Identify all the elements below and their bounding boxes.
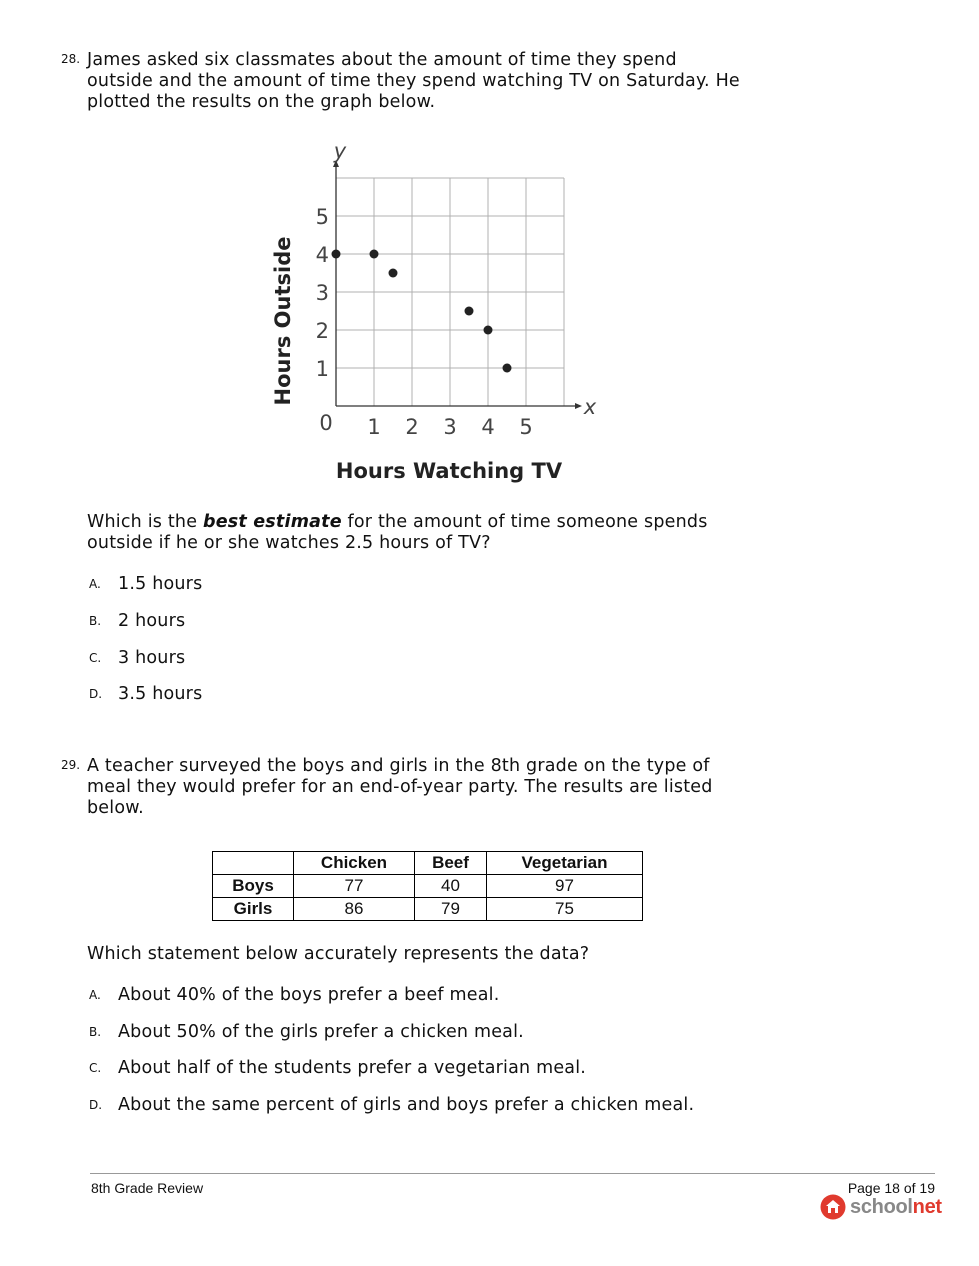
footer-divider <box>90 1173 935 1174</box>
x-tick-label: 5 <box>519 415 533 439</box>
answer-option-b[interactable]: 2 hours <box>118 611 186 631</box>
question-line: James asked six classmates about the amount of time they spend <box>87 50 677 70</box>
x-axis-arrow <box>575 403 582 409</box>
y-tick-label: 2 <box>315 319 329 343</box>
option-letter: D. <box>89 687 103 701</box>
data-point <box>484 326 493 335</box>
table-cell: 86 <box>294 898 415 921</box>
chart-axes <box>333 160 582 409</box>
prompt-text: Which is the <box>87 512 203 532</box>
row-label: Girls <box>213 898 294 921</box>
prompt-text: outside if he or she watches 2.5 hours of TV? <box>87 533 491 553</box>
y-tick-label: 3 <box>315 281 329 305</box>
logo-wordmark-accent: net <box>912 1195 942 1218</box>
chart-points <box>332 250 512 373</box>
house-icon <box>820 1194 846 1220</box>
table-header-row <box>213 852 643 875</box>
option-letter: D. <box>89 1098 103 1112</box>
data-point <box>465 307 474 316</box>
page-number: Page 18 of 19 <box>847 1180 935 1196</box>
footer-title: 8th Grade Review <box>91 1180 204 1196</box>
answer-option-d[interactable]: About the same percent of girls and boys prefer a chicken meal. <box>118 1095 695 1115</box>
question-prompt <box>87 512 708 554</box>
answer-option-c[interactable]: 3 hours <box>118 648 186 668</box>
y-tick-label: 5 <box>315 205 329 229</box>
question-line: plotted the results on the graph below. <box>87 92 436 112</box>
x-tick-label: 1 <box>367 415 381 439</box>
answer-option-d[interactable]: 3.5 hours <box>118 684 203 704</box>
answer-option-a[interactable]: About 40% of the boys prefer a beef meal. <box>118 985 500 1005</box>
data-point <box>503 364 512 373</box>
table-header: Beef <box>415 852 487 875</box>
question-line: A teacher surveyed the boys and girls in the 8th grade on the type of <box>87 756 710 776</box>
table-row <box>213 898 643 921</box>
logo-wordmark: school <box>850 1195 913 1218</box>
y-axis-letter: y <box>333 140 347 163</box>
x-tick-label: 4 <box>481 415 495 439</box>
question-text <box>87 50 740 113</box>
question-prompt: Which statement below accurately represents the data? <box>87 944 590 964</box>
table-cell: 79 <box>415 898 487 921</box>
table-cell: 77 <box>294 875 415 898</box>
option-letter: B. <box>89 614 102 628</box>
option-letter: A. <box>89 988 101 1002</box>
table-header: Chicken <box>294 852 415 875</box>
y-axis-title: Hours Outside <box>271 236 295 406</box>
option-letter: C. <box>89 651 102 665</box>
question-line: outside and the amount of time they spend watching TV on Saturday. He <box>87 71 740 91</box>
data-point <box>370 250 379 259</box>
answer-option-b[interactable]: About 50% of the girls prefer a chicken meal. <box>118 1022 524 1042</box>
question-number: 28. <box>61 52 81 66</box>
table-cell: 97 <box>487 875 643 898</box>
data-point <box>389 269 398 278</box>
table-row <box>213 875 643 898</box>
question-text <box>87 756 713 819</box>
x-axis-title: Hours Watching TV <box>335 459 563 483</box>
y-tick-label: 1 <box>315 357 329 381</box>
question-line: meal they would prefer for an end-of-year party. The results are listed <box>87 777 713 797</box>
survey-table <box>212 851 643 921</box>
option-letter: A. <box>89 577 101 591</box>
chart-grid <box>336 178 564 406</box>
answer-option-c[interactable]: About half of the students prefer a vegetarian meal. <box>118 1058 587 1078</box>
table-header <box>213 852 294 875</box>
x-tick-label: 2 <box>405 415 419 439</box>
table-cell: 75 <box>487 898 643 921</box>
option-letter: C. <box>89 1061 102 1075</box>
answer-option-a[interactable]: 1.5 hours <box>118 574 203 594</box>
y-tick-label: 4 <box>315 243 329 267</box>
option-letter: B. <box>89 1025 102 1039</box>
table-cell: 40 <box>415 875 487 898</box>
question-line: below. <box>87 798 144 818</box>
data-point <box>332 250 341 259</box>
chart-ticks <box>316 205 533 439</box>
row-label: Boys <box>213 875 294 898</box>
x-axis-letter: x <box>583 395 597 419</box>
schoolnet-logo <box>820 1194 942 1220</box>
table-header: Vegetarian <box>487 852 643 875</box>
x-tick-label: 3 <box>443 415 457 439</box>
prompt-emphasis: best estimate <box>202 512 342 532</box>
origin-label: 0 <box>319 411 333 435</box>
prompt-text: for the amount of time someone spends <box>341 512 708 532</box>
question-number: 29. <box>61 758 81 772</box>
scatter-chart <box>250 140 610 500</box>
